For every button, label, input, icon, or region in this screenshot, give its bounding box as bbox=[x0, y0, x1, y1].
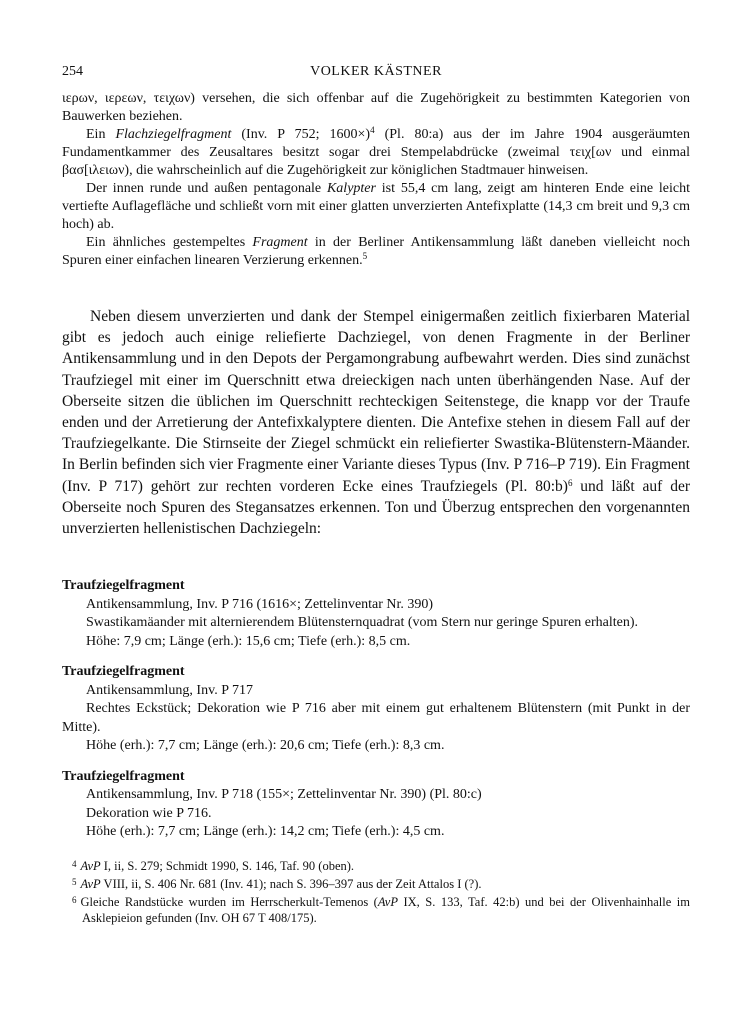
entry-description: Rechtes Eckstück; Dekoration wie P 716 aber mit einem gut erhaltenem Blütenstern (mit Punkt in der Mitte). bbox=[62, 701, 690, 735]
entry-title: Traufziegelfragment bbox=[62, 664, 185, 680]
entry-measurements: Höhe (erh.): 7,7 cm; Länge (erh.): 14,2 cm; Tiefe (erh.): 4,5 cm. bbox=[86, 824, 445, 840]
paragraph: ιερων, ιερεων, τειχων) versehen, die sich offenbar auf die Zugehörigkeit zu bestimmten Kategorien von Bauwerken beziehen. bbox=[62, 91, 690, 124]
book-page bbox=[62, 58, 690, 926]
paragraph: Neben diesem unverzierten und dank der Stempel einigermaßen zeitlich fixierbaren Material gibt es jedoch auch einige reliefierte Dachziegel, von denen Fragmente in der Berliner Antikensammlung und in den Depots der Pergamongrabung aufbewahrt werden. Dies sind zunächst Traufziegel mit einer im Querschnitt etwa dreieckigen nach unten überhängenden Nase. Auf der Oberseite sitzen die üblichen im Querschnitt rechteckigen Seitenstege, die knapp vor der Traufe enden und der Arretierung der Antefixkalyptere dienten. Die Antefixe stehen in diesem Fall auf der Traufziegelkante. Die Stirnseite der Ziegel schmückt ein reliefierter Swastika-Blütenstern-Mäander. In Berlin befinden sich vier Fragmente einer Variante dieses Typus (Inv. P 716–P 719). Ein Fragment (Inv. P 717) gehört zur rechten vorderen Ecke eines Traufziegels (Pl. 80:b)$^6$ und läßt auf der Oberseite noch Spuren des Stegansatzes erkennen. Ton und Überzug entsprechen den vorgenannten unverzierten hellenistischen Dachziegeln: bbox=[62, 308, 690, 538]
footnote-number: 6 bbox=[72, 894, 77, 905]
italic-term: Kalypter bbox=[326, 181, 376, 196]
entry-inventory: Antikensammlung, Inv. P 716 (1616×; Zettelinventar Nr. 390) bbox=[86, 596, 434, 612]
footnote-ref[interactable]: 4 bbox=[370, 125, 375, 135]
entry-title: Traufziegelfragment bbox=[62, 578, 185, 594]
entry-measurements: Höhe: 7,9 cm; Länge (erh.): 15,6 cm; Tiefe (erh.): 8,5 cm. bbox=[86, 633, 411, 649]
italic-term: Flachziegelfragment bbox=[115, 127, 232, 142]
entry-measurements: Höhe (erh.): 7,7 cm; Länge (erh.): 20,6 cm; Tiefe (erh.): 8,3 cm. bbox=[86, 738, 445, 754]
italic-term: Fragment bbox=[252, 235, 308, 250]
entry-title: Traufziegelfragment bbox=[62, 768, 185, 784]
page-number: 254 bbox=[62, 64, 83, 79]
paragraph: Ein Flachziegelfragment (Inv. P 752; 1600×)$^4$ (Pl. 80:a) aus der im Jahre 1904 ausgeräumten Fundamentkammer des Zeusaltares besitzt sogar drei Stempelabdrücke (zweimal τειχ[ων und einmal βασ[ιλειων), die wahrscheinlich auf die Zugehörigkeit zur königlichen Stadtmauer hinweisen. bbox=[62, 125, 690, 178]
footnote-ref[interactable]: 5 bbox=[362, 251, 368, 261]
footnote-number: 4 bbox=[72, 858, 77, 869]
entry-description: Swastikamäander mit alternierendem Blütensternquadrat (vom Stern nur geringe Spuren erhalten). bbox=[86, 615, 639, 631]
footnote: $^4$ AvP I, ii, S. 279; Schmidt 1990, S. 146, Taf. 90 (oben). bbox=[72, 858, 355, 873]
paragraph: Der innen runde und außen pentagonale Kalypter ist 55,4 cm lang, zeigt am hinteren Ende eine leicht vertiefte Auflagefläche und schließt vorn mit einer glatten unverzierten Antefixplatte (14,3 cm breit und 9,3 cm hoch) ab. bbox=[62, 181, 690, 232]
footnote-ref[interactable]: 6 bbox=[567, 477, 573, 488]
footnote: $^5$ AvP VIII, ii, S. 406 Nr. 681 (Inv. 41); nach S. 396–397 aus der Zeit Attalos I (?). bbox=[72, 876, 482, 891]
main-text bbox=[62, 306, 690, 539]
footnotes bbox=[62, 856, 690, 926]
running-head bbox=[62, 58, 690, 82]
entry-inventory: Antikensammlung, Inv. P 717 bbox=[86, 682, 253, 698]
footnote: $^6$ Gleiche Randstücke wurden im Herrscherkult-Temenos (AvP IX, S. 133, Taf. 42:b) und bei der Olivenhainhalle im Asklepieion gefunden (Inv. OH 67 T 408/175). bbox=[72, 894, 690, 925]
entry-inventory: Antikensammlung, Inv. P 718 (155×; Zettelinventar Nr. 390) (Pl. 80:c) bbox=[86, 787, 482, 803]
catalog bbox=[62, 577, 690, 842]
catalog-entry bbox=[62, 577, 690, 651]
catalog-entry bbox=[62, 768, 690, 842]
footnote-number: 5 bbox=[72, 876, 77, 887]
paragraph: Ein ähnliches gestempeltes Fragment in der Berliner Antikensammlung läßt daneben vielleicht noch Spuren einer einfachen linearen Verzierung erkennen.$^5$ bbox=[62, 235, 690, 268]
entry-description: Dekoration wie P 716. bbox=[86, 805, 212, 821]
running-title: VOLKER KÄSTNER bbox=[310, 64, 442, 79]
catalog-entry bbox=[62, 663, 690, 756]
intro-text bbox=[62, 90, 690, 270]
